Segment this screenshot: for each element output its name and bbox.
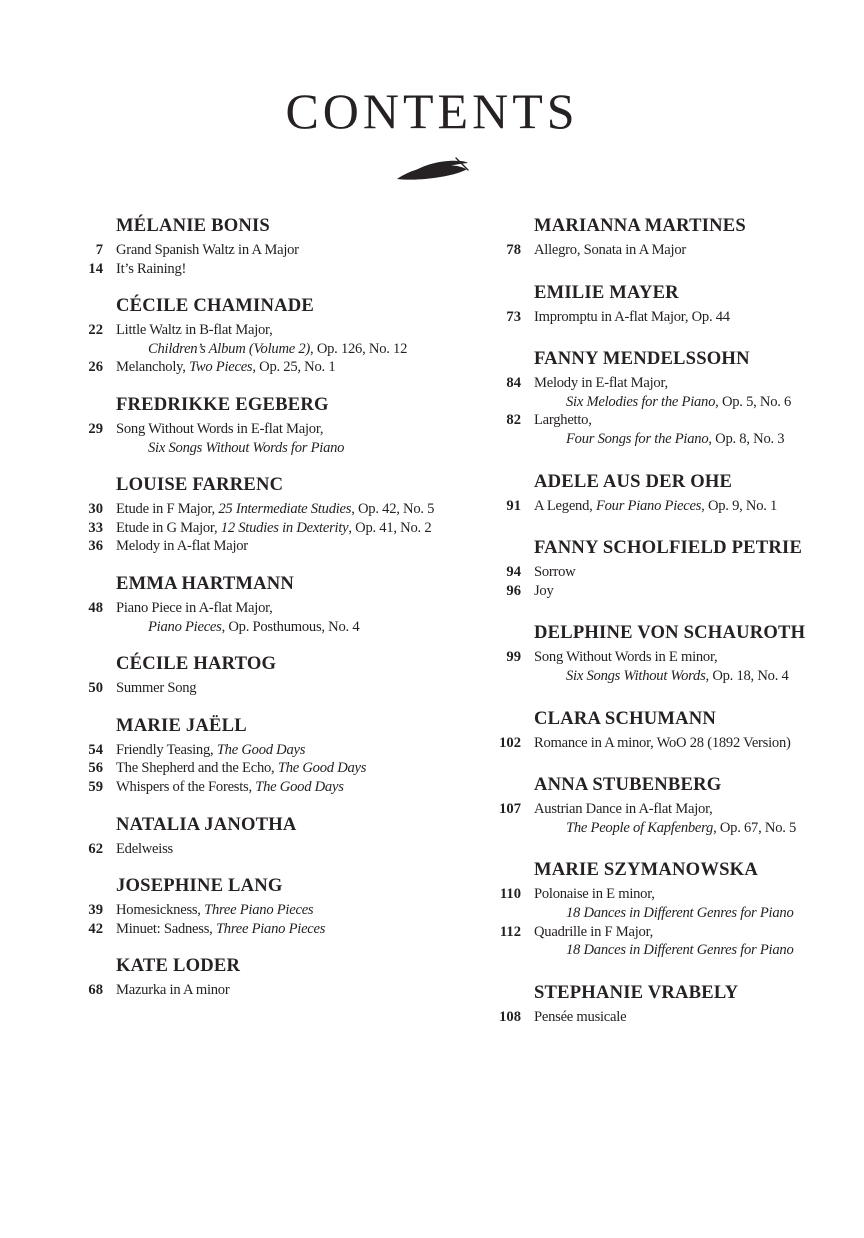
page-number: 39 <box>88 902 103 919</box>
composer-section <box>58 473 454 556</box>
piece-title <box>116 420 454 457</box>
source-collection-text: Three Piano Pieces <box>215 920 326 937</box>
title-text: Larghetto, <box>534 412 592 429</box>
piece-title <box>116 519 454 538</box>
toc-entry <box>476 734 806 753</box>
composer-section <box>58 652 454 698</box>
piece-title <box>116 920 454 939</box>
page-number: 107 <box>499 801 521 818</box>
piece-title-line <box>534 374 806 393</box>
piece-title-line <box>116 840 454 859</box>
piece-title-line <box>534 308 806 327</box>
piece-title <box>116 241 454 260</box>
toc-entry <box>58 260 454 279</box>
source-collection-text: 12 Studies in Dexterity <box>220 519 349 536</box>
page-number: 14 <box>88 260 103 277</box>
composer-name: KATE LODER <box>116 955 241 977</box>
composer-name: ADELE AUS DER OHE <box>534 470 733 492</box>
page-number: 29 <box>88 420 103 437</box>
title-text: Melody in E-flat Major, <box>534 375 668 392</box>
piece-title-line <box>116 599 454 618</box>
title-text: Friendly Teasing, <box>116 741 217 758</box>
piece-title-line <box>116 920 454 939</box>
piece-title <box>534 563 806 582</box>
piece-title <box>534 734 806 753</box>
piece-source-line <box>534 819 806 838</box>
toc-entry <box>58 679 454 698</box>
piece-source-line <box>116 340 454 359</box>
piece-title <box>116 321 454 358</box>
composer-section <box>476 707 806 753</box>
piece-source-line <box>116 618 454 637</box>
title-text: The Shepherd and the Echo, <box>116 760 278 777</box>
toc-entry <box>58 741 454 760</box>
source-collection-text: Three Piano Pieces <box>204 902 314 919</box>
toc-entry <box>58 981 454 1000</box>
title-text: Minuet: Sadness, <box>116 920 216 937</box>
source-collection-text: Four Piano Pieces <box>595 497 702 514</box>
piece-title <box>534 1008 806 1027</box>
page-number: 22 <box>88 322 103 339</box>
composer-section <box>58 813 454 859</box>
composer-section <box>58 294 454 377</box>
composer-section <box>58 393 454 457</box>
composer-section <box>476 214 806 260</box>
piece-title <box>116 840 454 859</box>
source-collection-text: 18 Dances in Different Genres for Piano <box>566 942 794 959</box>
page-number: 42 <box>88 920 103 937</box>
title-text: Impromptu in A-flat Major, Op. 44 <box>534 308 730 325</box>
source-collection-text: The Good Days <box>277 760 367 777</box>
toc-entry <box>476 374 806 411</box>
page-number: 91 <box>506 497 521 514</box>
composer-section <box>476 981 806 1027</box>
composer-name: EMILIE MAYER <box>534 281 679 303</box>
piece-title-line <box>534 411 806 430</box>
piece-title <box>116 981 454 1000</box>
title-text: Melancholy, <box>116 359 190 376</box>
toc-entry <box>58 599 454 636</box>
composer-name: LOUISE FARRENC <box>116 474 284 496</box>
page-number: 59 <box>88 778 103 795</box>
source-collection-text: The Good Days <box>216 741 306 758</box>
source-collection-text: Six Songs Without Words <box>566 667 706 684</box>
composer-section <box>476 470 806 516</box>
source-collection-text: Six Melodies for the Piano <box>566 393 716 410</box>
toc-entry <box>58 920 454 939</box>
page-number: 50 <box>88 680 103 697</box>
title-text: Etude in F Major, <box>116 501 219 518</box>
composer-section <box>476 536 806 600</box>
page-number: 33 <box>88 519 103 536</box>
contents-column-left <box>58 214 454 1047</box>
source-collection-text: The Good Days <box>255 778 344 795</box>
composer-section <box>58 572 454 636</box>
title-text: Little Waltz in B-flat Major, <box>116 322 273 339</box>
composer-section <box>476 773 806 837</box>
toc-entry <box>58 420 454 457</box>
title-text: Etude in G Major, <box>116 519 221 536</box>
page-number: 68 <box>88 982 103 999</box>
toc-entry <box>58 500 454 519</box>
title-text: Song Without Words in E-flat Major, <box>116 420 324 437</box>
title-text: , Op. 67, No. 5 <box>713 819 797 836</box>
piece-title <box>534 923 806 960</box>
composer-section <box>476 858 806 959</box>
piece-source-line <box>116 439 454 458</box>
source-collection-text: The People of Kapfenberg <box>566 819 714 836</box>
title-text: Pensée musicale <box>534 1008 627 1025</box>
piece-title-line <box>534 800 806 819</box>
page-number: 26 <box>88 359 103 376</box>
page-number: 94 <box>506 564 521 581</box>
composer-section <box>476 281 806 327</box>
piece-source-line <box>534 904 806 923</box>
piece-title-line <box>116 679 454 698</box>
piece-title-line <box>534 923 806 942</box>
piece-title <box>116 599 454 636</box>
title-text: Piano Piece in A-flat Major, <box>116 599 273 616</box>
page-number: 30 <box>88 501 103 518</box>
piece-title-line <box>534 1008 806 1027</box>
piece-title <box>534 648 806 685</box>
piece-source-line <box>534 393 806 412</box>
title-text: Edelweiss <box>116 840 173 857</box>
piece-title-line <box>534 648 806 667</box>
piece-title <box>534 582 806 601</box>
title-text: , Op. 41, No. 2 <box>348 519 432 536</box>
toc-entry <box>476 648 806 685</box>
piece-title-line <box>116 519 454 538</box>
toc-entry <box>58 519 454 538</box>
title-text: It’s Raining! <box>116 260 187 277</box>
toc-entry <box>58 321 454 358</box>
title-text: Allegro, Sonata in A Major <box>534 242 686 258</box>
composer-name: ANNA STUBENBERG <box>534 774 722 796</box>
page-number: 56 <box>88 760 103 777</box>
piece-title-line <box>116 741 454 760</box>
title-text: , Op. 18, No. 4 <box>705 667 789 684</box>
title-text: , Op. 8, No. 3 <box>708 430 785 447</box>
composer-name: NATALIA JANOTHA <box>116 813 297 835</box>
piece-title <box>116 537 454 556</box>
source-collection-text: 18 Dances in Different Genres for Piano <box>566 904 794 921</box>
page-number: 84 <box>506 375 521 392</box>
composer-section <box>58 874 454 938</box>
title-text: Grand Spanish Waltz in A Major <box>116 242 299 258</box>
toc-entry <box>476 241 806 260</box>
composer-name: CÉCILE CHAMINADE <box>116 295 314 317</box>
composer-name: EMMA HARTMANN <box>116 572 295 594</box>
composer-name: MARIANNA MARTINES <box>534 215 746 236</box>
piece-title <box>116 741 454 760</box>
composer-section <box>58 954 454 1000</box>
toc-entry <box>476 1008 806 1027</box>
piece-title-line <box>534 563 806 582</box>
piece-title <box>116 260 454 279</box>
piece-title-line <box>116 358 454 377</box>
piece-title <box>534 374 806 411</box>
title-text: Austrian Dance in A-flat Major, <box>534 801 713 818</box>
title-text: Homesickness, <box>116 902 205 919</box>
piece-title-line <box>116 260 454 279</box>
toc-entry <box>58 537 454 556</box>
toc-entry <box>58 358 454 377</box>
toc-entry <box>58 778 454 797</box>
piece-title <box>534 497 806 516</box>
composer-name: MARIE SZYMANOWSKA <box>534 859 758 881</box>
piece-title-line <box>116 241 454 260</box>
page-number: 54 <box>88 741 103 758</box>
source-collection-text: 25 Intermediate Studies <box>218 501 352 518</box>
toc-entry <box>476 563 806 582</box>
composer-name: FANNY SCHOLFIELD PETRIE <box>534 537 803 559</box>
title-text: , Op. 5, No. 6 <box>715 393 792 410</box>
piece-title-line <box>116 759 454 778</box>
title-text: Quadrille in F Major, <box>534 923 654 940</box>
composer-name: DELPHINE VON SCHAUROTH <box>534 622 806 644</box>
page-number: 48 <box>88 599 103 616</box>
composer-section <box>58 214 454 278</box>
page-number: 108 <box>499 1008 521 1025</box>
page-title: CONTENTS <box>285 83 579 139</box>
contents-page <box>0 83 864 1238</box>
toc-entry <box>476 800 806 837</box>
page-number: 82 <box>506 412 521 429</box>
title-text: Polonaise in E minor, <box>534 886 655 903</box>
piece-title-line <box>534 734 806 753</box>
title-text: Melody in A-flat Major <box>116 538 248 555</box>
toc-entry <box>476 411 806 448</box>
composer-name: CÉCILE HARTOG <box>116 653 277 675</box>
source-collection-text: Two Pieces <box>189 359 253 376</box>
title-text: , Op. 9, No. 1 <box>701 497 778 514</box>
contents-columns <box>0 184 864 1047</box>
piece-title-line <box>534 582 806 601</box>
piece-title-line <box>116 500 454 519</box>
piece-title <box>116 778 454 797</box>
composer-section <box>58 714 454 797</box>
title-text: , Op. Posthumous, No. 4 <box>221 618 360 635</box>
title-text: Whispers of the Forests, <box>116 778 256 795</box>
title-text: Summer Song <box>116 680 197 697</box>
composer-name: FREDRIKKE EGEBERG <box>116 393 329 415</box>
piece-title <box>534 885 806 922</box>
page-number: 7 <box>95 242 103 258</box>
piece-title-line <box>534 497 806 516</box>
piece-title <box>116 358 454 377</box>
piece-title-line <box>116 901 454 920</box>
piece-title <box>534 308 806 327</box>
page-number: 96 <box>506 582 521 599</box>
piece-title-line <box>534 241 806 260</box>
piece-title <box>116 500 454 519</box>
piece-title-line <box>116 321 454 340</box>
page-number: 73 <box>506 308 521 325</box>
title-text: , Op. 25, No. 1 <box>252 359 336 376</box>
calligraphic-leaf-swash-icon <box>395 156 469 184</box>
title-text: , Op. 42, No. 5 <box>351 501 435 518</box>
composer-name: STEPHANIE VRABELY <box>534 981 739 1003</box>
toc-entry <box>58 840 454 859</box>
source-collection-text: Four Songs for the Piano <box>566 430 709 447</box>
source-collection-text: Six Songs Without Words for Piano <box>148 439 345 456</box>
composer-name: FANNY MENDELSSOHN <box>534 348 750 370</box>
toc-entry <box>476 308 806 327</box>
piece-title-line <box>116 981 454 1000</box>
composer-name: MÉLANIE BONIS <box>116 215 270 236</box>
contents-column-right <box>476 214 806 1047</box>
page-number: 36 <box>88 538 103 555</box>
title-text: Mazurka in A minor <box>116 982 230 999</box>
page-number: 62 <box>88 840 103 857</box>
page-number: 110 <box>499 886 521 903</box>
piece-source-line <box>534 667 806 686</box>
toc-entry <box>58 759 454 778</box>
page-number: 99 <box>506 649 521 666</box>
page-number: 112 <box>499 923 521 940</box>
piece-title <box>116 679 454 698</box>
title-text: Joy <box>534 582 554 599</box>
source-collection-text: Children’s Album (Volume 2) <box>148 340 311 357</box>
page-number: 78 <box>506 242 521 258</box>
toc-entry <box>476 582 806 601</box>
title-text: Sorrow <box>534 564 576 581</box>
piece-title-line <box>116 778 454 797</box>
piece-source-line <box>534 430 806 449</box>
piece-title-line <box>116 420 454 439</box>
toc-entry <box>476 885 806 922</box>
title-text: Romance in A minor, WoO 28 (1892 Version) <box>534 734 791 751</box>
toc-entry <box>58 241 454 260</box>
source-collection-text: Piano Pieces <box>148 618 222 635</box>
toc-entry <box>476 497 806 516</box>
title-text: A Legend, <box>534 497 596 514</box>
piece-title-line <box>534 885 806 904</box>
title-text: Song Without Words in E minor, <box>534 649 718 666</box>
composer-name: MARIE JAËLL <box>116 714 247 736</box>
toc-entry <box>58 901 454 920</box>
title-text: , Op. 126, No. 12 <box>310 340 408 357</box>
piece-title <box>534 411 806 448</box>
piece-source-line <box>534 941 806 960</box>
page-number: 102 <box>499 734 521 751</box>
piece-title <box>534 800 806 837</box>
piece-title-line <box>116 537 454 556</box>
piece-title <box>116 901 454 920</box>
toc-entry <box>476 923 806 960</box>
piece-title <box>534 241 806 260</box>
composer-name: JOSEPHINE LANG <box>116 875 283 897</box>
composer-name: CLARA SCHUMANN <box>534 707 717 729</box>
composer-section <box>476 621 806 685</box>
composer-section <box>476 347 806 448</box>
piece-title <box>116 759 454 778</box>
